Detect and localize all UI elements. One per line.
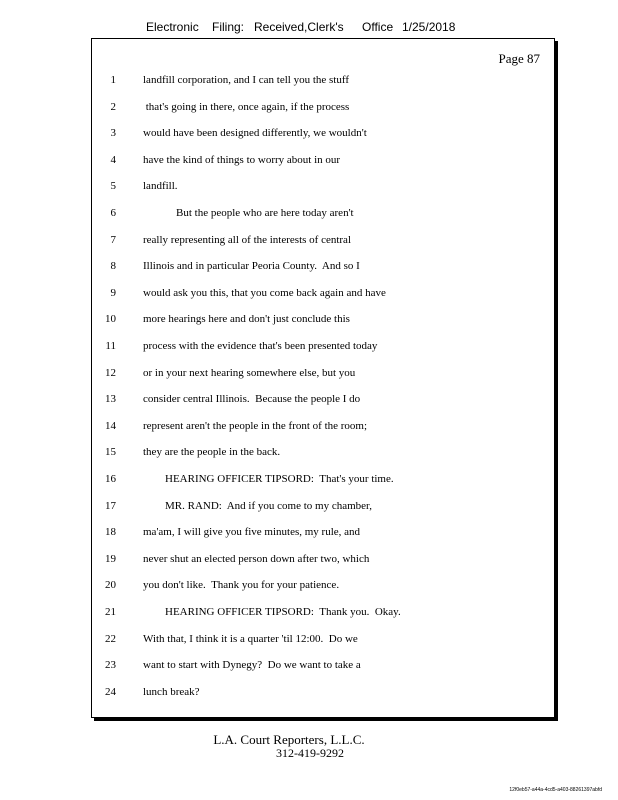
- line-number: 8: [110, 260, 116, 273]
- line-text: consider central Illinois. Because the people I do: [143, 393, 361, 406]
- line-number: 7: [110, 233, 116, 246]
- line-text: never shut an elected person down after two, which: [143, 552, 370, 565]
- line-text: Illinois and in particular Peoria County. And so I: [143, 260, 360, 273]
- line-number: 22: [105, 632, 116, 645]
- line-number: 15: [105, 446, 116, 459]
- line-number: 18: [105, 526, 116, 539]
- line-number: 24: [105, 685, 116, 698]
- line-number: 23: [105, 659, 116, 672]
- line-text: would ask you this, that you come back again and have: [143, 286, 386, 299]
- line-number: 13: [105, 393, 116, 406]
- line-text: landfill.: [143, 180, 178, 193]
- line-text: MR. RAND: And if you come to my chamber,: [143, 499, 373, 512]
- footer-company-name: L.A. Court Reporters, L.L.C.: [213, 732, 365, 747]
- line-number: 1: [110, 74, 116, 86]
- line-number: 20: [105, 579, 116, 592]
- line-number: 19: [105, 552, 116, 565]
- line-text: represent aren't the people in the front of the room;: [143, 419, 368, 432]
- line-number: 17: [105, 499, 116, 512]
- line-text: that's going in there, once again, if the process: [143, 100, 350, 113]
- line-text: landfill corporation, and I can tell you the stuff: [143, 74, 349, 86]
- line-number: 2: [110, 100, 116, 113]
- document-hash: 12f0eb57-a44a-4cd5-a403-88261397abfd: [509, 787, 602, 793]
- line-text: or in your next hearing somewhere else, but you: [143, 366, 356, 379]
- transcript-page: [91, 38, 555, 718]
- line-text: HEARING OFFICER TIPSORD: Thank you. Okay.: [143, 606, 401, 618]
- line-number: 3: [110, 127, 116, 140]
- line-number: 5: [110, 180, 116, 193]
- filing-stamp-electronic: Electronic: [146, 20, 199, 34]
- line-text: HEARING OFFICER TIPSORD: That's your time.: [143, 473, 394, 485]
- line-number: 4: [110, 153, 116, 166]
- line-text: But the people who are here today aren't: [143, 207, 354, 219]
- line-text: have the kind of things to worry about in our: [143, 153, 341, 166]
- line-text: more hearings here and don't just conclude this: [143, 313, 350, 326]
- filing-stamp-office: Office: [362, 20, 394, 34]
- line-text: would have been designed differently, we wouldn't: [143, 127, 367, 140]
- filing-stamp-filing: Filing:: [212, 20, 245, 34]
- filing-stamp-received: Received,Clerk's: [254, 20, 344, 34]
- line-number: 16: [105, 473, 116, 485]
- line-text: you don't like. Thank you for your patience.: [143, 579, 340, 592]
- filing-stamp-date: 1/25/2018: [402, 20, 456, 34]
- line-text: lunch break?: [143, 685, 200, 698]
- line-text: want to start with Dynegy? Do we want to take a: [143, 659, 361, 672]
- line-number: 10: [105, 313, 116, 326]
- line-number: 9: [110, 286, 116, 299]
- line-number: 11: [105, 340, 116, 352]
- line-number: 21: [105, 606, 116, 618]
- line-number: 14: [105, 419, 116, 432]
- footer-phone-number: 312-419-9292: [276, 746, 344, 760]
- line-text: they are the people in the back.: [143, 446, 281, 459]
- line-text: With that, I think it is a quarter 'til 12:00. Do we: [143, 632, 358, 645]
- line-text: really representing all of the interests of central: [143, 233, 351, 246]
- line-number: 12: [105, 366, 116, 379]
- page-number: Page 87: [498, 51, 540, 66]
- line-number: 6: [110, 207, 116, 219]
- line-text: ma'am, I will give you five minutes, my rule, and: [143, 526, 361, 539]
- line-text: process with the evidence that's been presented today: [143, 340, 378, 352]
